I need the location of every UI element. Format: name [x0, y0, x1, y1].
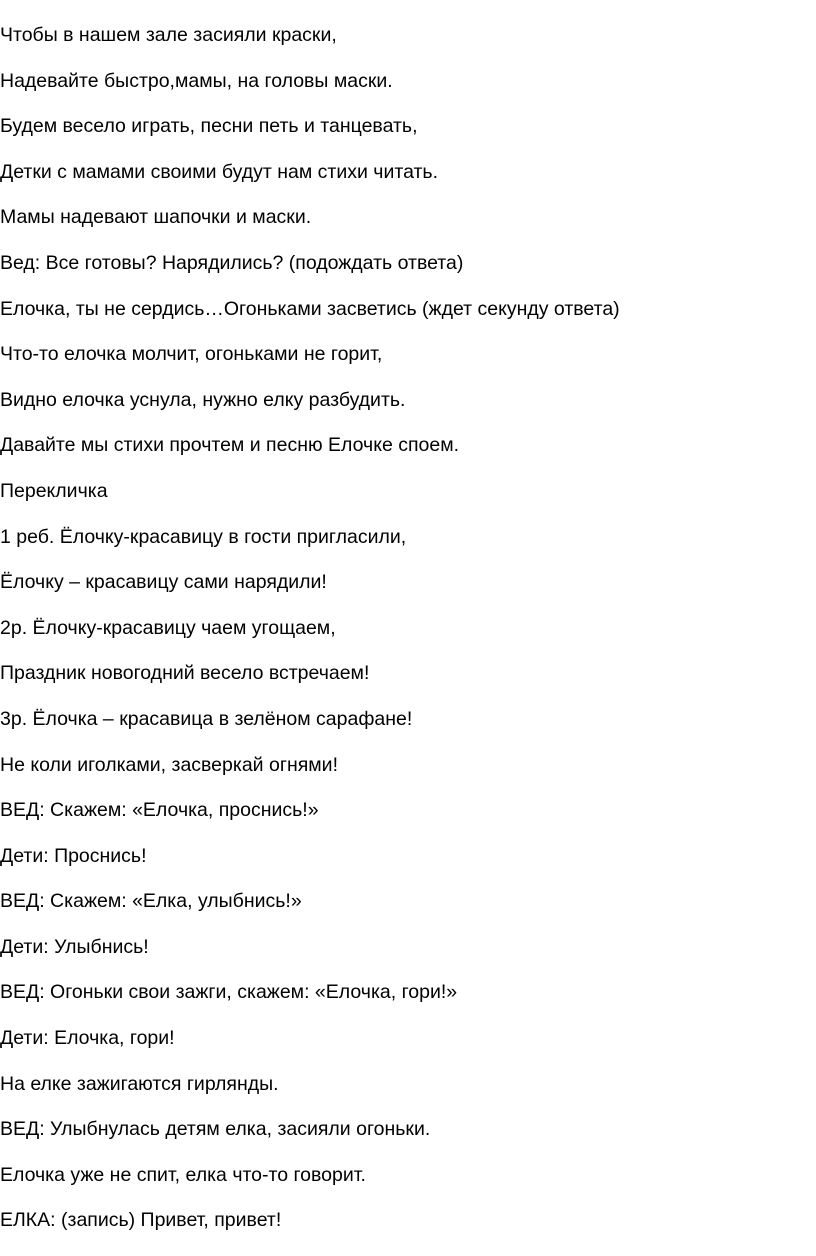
section-heading: Перекличка: [0, 479, 108, 502]
text-line: ВЕД: Скажем: «Елочка, проснись!»: [0, 799, 319, 822]
text-line: 2р. Ёлочку-красавицу чаем угощаем,: [0, 616, 336, 639]
text-line: Вед: Все готовы? Нарядились? (подождать ответа): [0, 251, 464, 274]
text-line: Давайте мы стихи прочтем и песню Елочке споем.: [0, 434, 460, 457]
text-line: Будем весело играть, песни петь и танцевать,: [0, 115, 418, 138]
document-body: [0, 13, 816, 1244]
text-line: 3р. Ёлочка – красавица в зелёном сарафане!: [0, 707, 413, 730]
text-line: Елочка уже не спит, елка что-то говорит.: [0, 1163, 366, 1186]
text-line: 1 реб. Ёлочку-красавицу в гости пригласили,: [0, 525, 407, 548]
text-line: Дети: Улыбнись!: [0, 935, 149, 958]
text-line: Надевайте быстро,мамы, на головы маски.: [0, 69, 393, 92]
text-line: Праздник новогодний весело встречаем!: [0, 662, 370, 685]
text-line: Видно елочка уснула, нужно елку разбудить.: [0, 388, 406, 411]
text-line: Елочка, ты не сердись…Огоньками засветись (ждет секунду ответа): [0, 297, 620, 320]
text-line: Дети: Елочка, гори!: [0, 1027, 175, 1050]
text-line: ВЕД: Огоньки свои зажги, скажем: «Елочка, гори!»: [0, 981, 458, 1004]
text-line: ЕЛКА: (запись) Привет, привет!: [0, 1209, 282, 1232]
text-line: Детки с мамами своими будут нам стихи читать.: [0, 160, 438, 183]
text-line: Ёлочку – красавицу сами нарядили!: [0, 571, 327, 594]
text-line: Что-то елочка молчит, огоньками не горит,: [0, 343, 383, 366]
text-line: На елке зажигаются гирлянды.: [0, 1072, 279, 1095]
text-line: ВЕД: Улыбнулась детям елка, засияли огоньки.: [0, 1118, 431, 1141]
text-line: Чтобы в нашем зале засияли краски,: [0, 24, 337, 46]
text-line: Не коли иголками, засверкай огнями!: [0, 753, 338, 776]
text-line: Мамы надевают шапочки и маски.: [0, 206, 312, 229]
text-line: Дети: Проснись!: [0, 844, 147, 867]
text-line: ВЕД: Скажем: «Елка, улыбнись!»: [0, 890, 302, 913]
